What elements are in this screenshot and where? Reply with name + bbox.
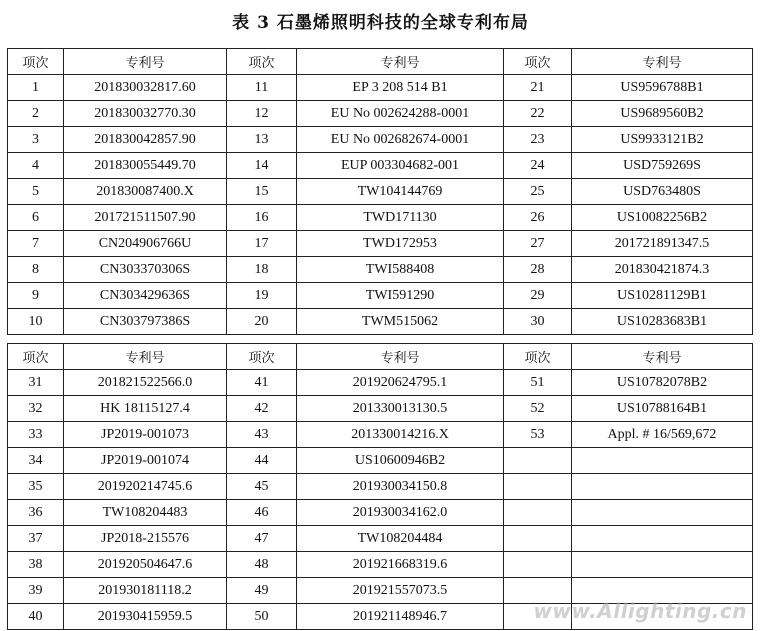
item-index-cell: 5	[8, 179, 64, 205]
item-index-cell: 49	[227, 578, 297, 604]
patent-number-cell: TWD172953	[297, 231, 504, 257]
patent-number-cell: 201830032770.30	[64, 101, 227, 127]
column-header-patent-number: 专利号	[64, 49, 227, 75]
patent-number-cell: 201921668319.6	[297, 552, 504, 578]
patent-number-cell	[572, 552, 753, 578]
item-index-cell: 6	[8, 205, 64, 231]
patent-number-cell: 201330013130.5	[297, 396, 504, 422]
table-row	[8, 422, 753, 448]
patent-number-cell: 201830421874.3	[572, 257, 753, 283]
patent-number-cell: US10782078B2	[572, 370, 753, 396]
item-index-cell: 3	[8, 127, 64, 153]
item-index-cell: 22	[504, 101, 572, 127]
item-index-cell: 18	[227, 257, 297, 283]
patent-number-cell: USD763480S	[572, 179, 753, 205]
item-index-cell	[504, 500, 572, 526]
header-row	[8, 344, 753, 370]
patent-number-cell: US10082256B2	[572, 205, 753, 231]
item-index-cell: 11	[227, 75, 297, 101]
item-index-cell: 30	[504, 309, 572, 335]
item-index-cell	[504, 448, 572, 474]
table-row	[8, 101, 753, 127]
item-index-cell: 53	[504, 422, 572, 448]
table-title: 表 3 石墨烯照明科技的全球专利布局	[232, 13, 529, 33]
patent-number-cell: 201721511507.90	[64, 205, 227, 231]
item-index-cell: 37	[8, 526, 64, 552]
patent-number-cell: US10283683B1	[572, 309, 753, 335]
patent-number-cell: CN303370306S	[64, 257, 227, 283]
column-header-index: 项次	[8, 49, 64, 75]
patent-number-cell	[572, 448, 753, 474]
item-index-cell: 14	[227, 153, 297, 179]
item-index-cell: 52	[504, 396, 572, 422]
patent-number-cell: 201921148946.7	[297, 604, 504, 630]
patent-number-cell: TWI591290	[297, 283, 504, 309]
patent-number-cell: JP2019-001074	[64, 448, 227, 474]
patent-number-cell: HK 18115127.4	[64, 396, 227, 422]
table-row	[8, 474, 753, 500]
item-index-cell: 40	[8, 604, 64, 630]
item-index-cell: 45	[227, 474, 297, 500]
item-index-cell: 32	[8, 396, 64, 422]
table-row	[8, 552, 753, 578]
patent-number-cell: 201830042857.90	[64, 127, 227, 153]
table-row	[8, 526, 753, 552]
patent-number-cell: 201721891347.5	[572, 231, 753, 257]
column-header-index: 项次	[504, 344, 572, 370]
item-index-cell: 26	[504, 205, 572, 231]
item-index-cell: 25	[504, 179, 572, 205]
patent-number-cell: US9596788B1	[572, 75, 753, 101]
patent-number-cell: 201921557073.5	[297, 578, 504, 604]
item-index-cell: 16	[227, 205, 297, 231]
item-index-cell: 36	[8, 500, 64, 526]
patent-number-cell: 201930034162.0	[297, 500, 504, 526]
patent-number-cell: 201830055449.70	[64, 153, 227, 179]
patent-number-cell: TW104144769	[297, 179, 504, 205]
column-header-index: 项次	[227, 344, 297, 370]
patent-number-cell: 201920214745.6	[64, 474, 227, 500]
item-index-cell: 28	[504, 257, 572, 283]
patent-number-cell: TWM515062	[297, 309, 504, 335]
item-index-cell: 13	[227, 127, 297, 153]
patent-number-cell: TW108204483	[64, 500, 227, 526]
patent-number-cell: 201930034150.8	[297, 474, 504, 500]
column-header-patent-number: 专利号	[64, 344, 227, 370]
item-index-cell: 19	[227, 283, 297, 309]
patent-number-cell: USD759269S	[572, 153, 753, 179]
patent-number-cell: 201920624795.1	[297, 370, 504, 396]
column-header-index: 项次	[504, 49, 572, 75]
table-row	[8, 283, 753, 309]
item-index-cell: 2	[8, 101, 64, 127]
patent-number-cell: TW108204484	[297, 526, 504, 552]
table-row	[8, 396, 753, 422]
item-index-cell: 47	[227, 526, 297, 552]
patent-number-cell: US9933121B2	[572, 127, 753, 153]
item-index-cell: 29	[504, 283, 572, 309]
table-row	[8, 127, 753, 153]
table-row	[8, 370, 753, 396]
patent-number-cell: 201920504647.6	[64, 552, 227, 578]
item-index-cell: 44	[227, 448, 297, 474]
section-divider	[8, 335, 753, 344]
column-header-patent-number: 专利号	[572, 49, 753, 75]
patent-number-cell: EP 3 208 514 B1	[297, 75, 504, 101]
item-index-cell: 8	[8, 257, 64, 283]
item-index-cell: 24	[504, 153, 572, 179]
table-row	[8, 309, 753, 335]
column-header-patent-number: 专利号	[297, 344, 504, 370]
patent-number-cell	[572, 526, 753, 552]
patent-number-cell: CN204906766U	[64, 231, 227, 257]
item-index-cell: 33	[8, 422, 64, 448]
patent-number-cell: US10281129B1	[572, 283, 753, 309]
patent-number-cell: CN303797386S	[64, 309, 227, 335]
item-index-cell: 21	[504, 75, 572, 101]
patent-number-cell: TWI588408	[297, 257, 504, 283]
patent-number-cell	[572, 474, 753, 500]
item-index-cell	[504, 552, 572, 578]
item-index-cell: 42	[227, 396, 297, 422]
item-index-cell: 7	[8, 231, 64, 257]
column-header-index: 项次	[227, 49, 297, 75]
item-index-cell: 9	[8, 283, 64, 309]
patent-number-cell: EUP 003304682-001	[297, 153, 504, 179]
item-index-cell: 51	[504, 370, 572, 396]
item-index-cell: 48	[227, 552, 297, 578]
patent-number-cell: 201930181118.2	[64, 578, 227, 604]
patent-number-cell: 201830087400.X	[64, 179, 227, 205]
divider-cell	[8, 335, 753, 344]
item-index-cell: 23	[504, 127, 572, 153]
patent-number-cell: US10788164B1	[572, 396, 753, 422]
item-index-cell: 31	[8, 370, 64, 396]
patent-number-cell: TWD171130	[297, 205, 504, 231]
patent-number-cell: US9689560B2	[572, 101, 753, 127]
item-index-cell: 50	[227, 604, 297, 630]
column-header-patent-number: 专利号	[572, 344, 753, 370]
patent-number-cell: 201330014216.X	[297, 422, 504, 448]
patent-number-cell: JP2018-215576	[64, 526, 227, 552]
item-index-cell: 15	[227, 179, 297, 205]
table-row	[8, 153, 753, 179]
item-index-cell: 27	[504, 231, 572, 257]
header-row	[8, 49, 753, 75]
table-row	[8, 257, 753, 283]
item-index-cell: 38	[8, 552, 64, 578]
patent-number-cell: 201821522566.0	[64, 370, 227, 396]
item-index-cell: 1	[8, 75, 64, 101]
item-index-cell: 4	[8, 153, 64, 179]
patent-table	[7, 48, 753, 630]
item-index-cell: 12	[227, 101, 297, 127]
patent-number-cell	[572, 500, 753, 526]
item-index-cell: 41	[227, 370, 297, 396]
patent-number-cell: 201830032817.60	[64, 75, 227, 101]
item-index-cell: 39	[8, 578, 64, 604]
item-index-cell: 35	[8, 474, 64, 500]
watermark: www.Allighting.cn	[533, 599, 747, 623]
patent-number-cell: JP2019-001073	[64, 422, 227, 448]
patent-number-cell: EU No 002624288-0001	[297, 101, 504, 127]
column-header-patent-number: 专利号	[297, 49, 504, 75]
item-index-cell	[504, 474, 572, 500]
item-index-cell: 10	[8, 309, 64, 335]
table-row	[8, 179, 753, 205]
item-index-cell: 46	[227, 500, 297, 526]
patent-number-cell: CN303429636S	[64, 283, 227, 309]
item-index-cell: 17	[227, 231, 297, 257]
patent-number-cell: 201930415959.5	[64, 604, 227, 630]
table-row	[8, 448, 753, 474]
table-row	[8, 500, 753, 526]
item-index-cell: 34	[8, 448, 64, 474]
item-index-cell: 43	[227, 422, 297, 448]
patent-number-cell: US10600946B2	[297, 448, 504, 474]
table-row	[8, 205, 753, 231]
item-index-cell	[504, 526, 572, 552]
patent-number-cell: Appl. # 16/569,672	[572, 422, 753, 448]
table-row	[8, 231, 753, 257]
column-header-index: 项次	[8, 344, 64, 370]
patent-number-cell: EU No 002682674-0001	[297, 127, 504, 153]
item-index-cell: 20	[227, 309, 297, 335]
table-row	[8, 75, 753, 101]
